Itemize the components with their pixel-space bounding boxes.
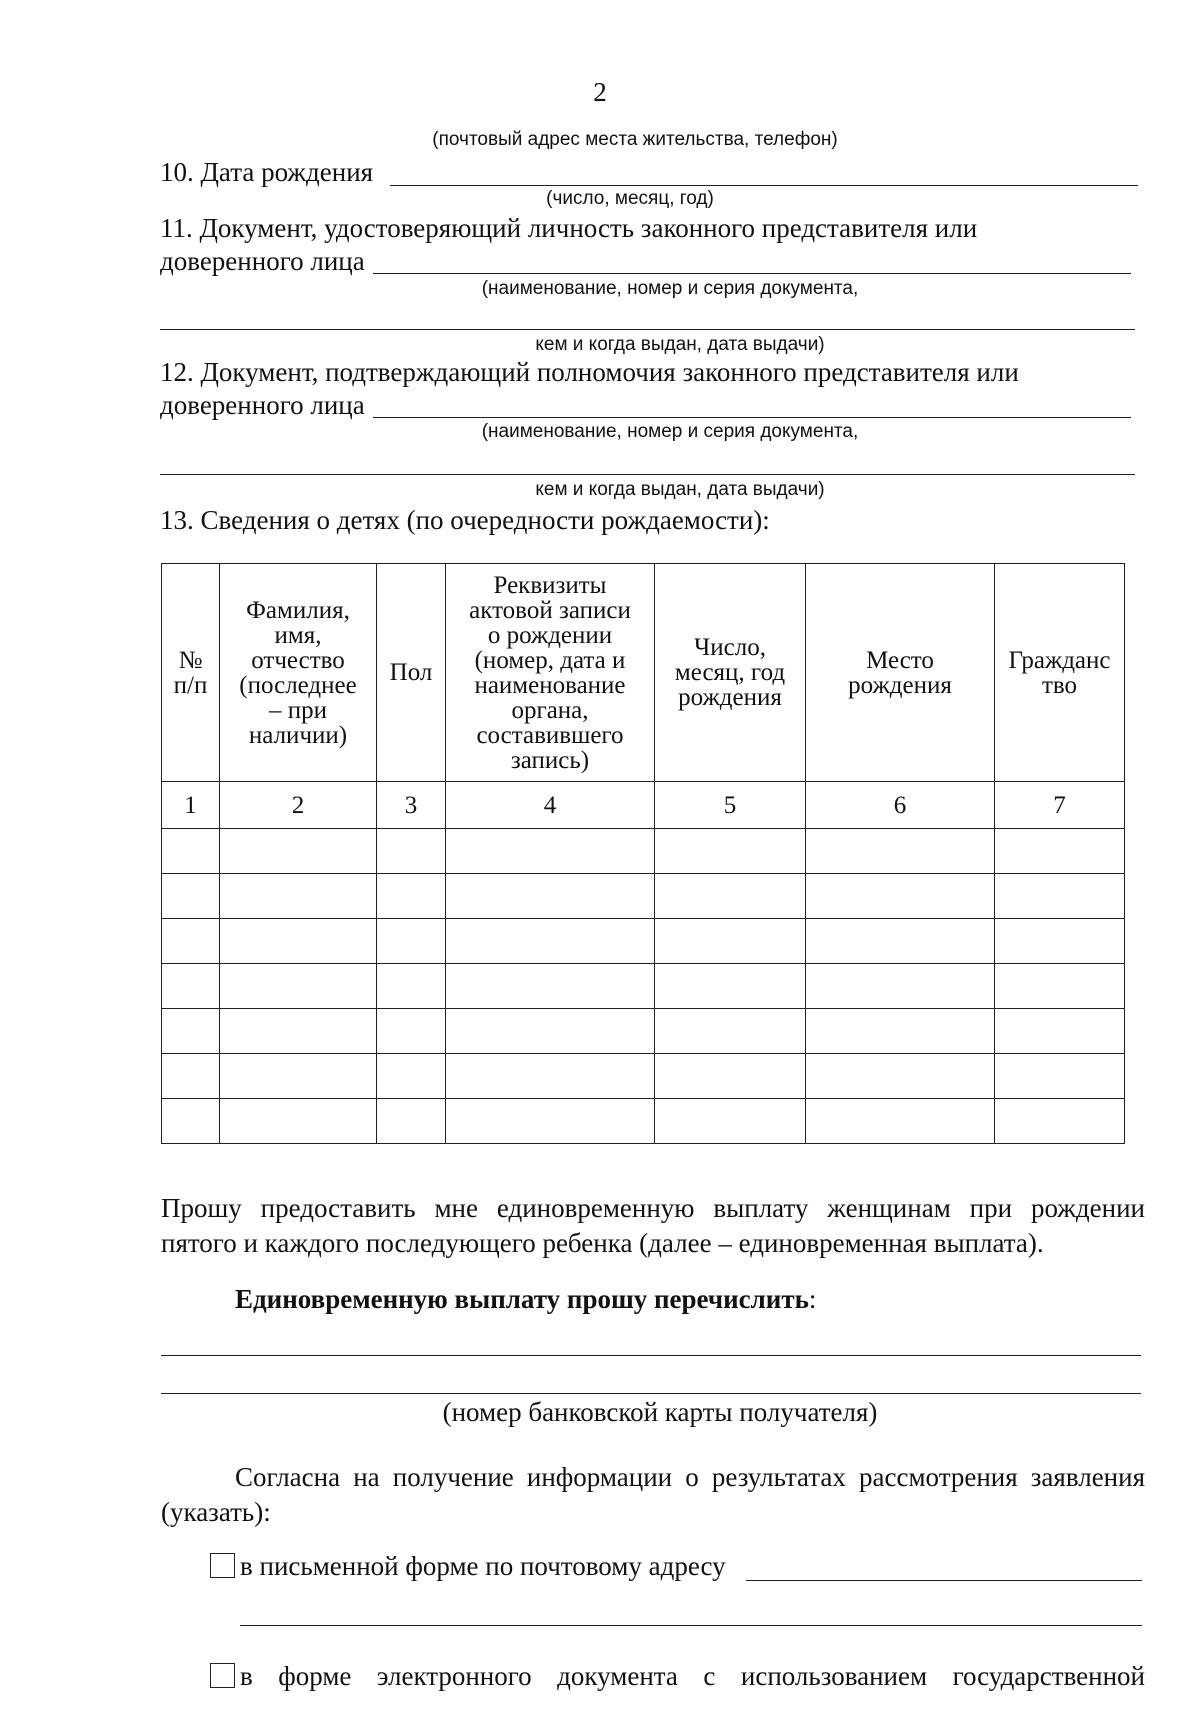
payment-heading: [235, 1284, 816, 1314]
table-row-cell[interactable]: [655, 829, 806, 874]
birth-date-caption: (число, месяц, год): [546, 188, 714, 209]
authority-doc-label-cont: доверенного лица: [160, 390, 365, 420]
table-row: [162, 874, 1125, 919]
table-row-cell[interactable]: [655, 1054, 806, 1099]
table-row-cell[interactable]: [220, 964, 377, 1009]
table-row: [162, 919, 1125, 964]
postal-option-label: в письменной форме по почтовому адресу: [240, 1551, 726, 1581]
table-row-cell[interactable]: [220, 1054, 377, 1099]
table-row-cell[interactable]: [377, 829, 446, 874]
postal-address-field-2[interactable]: [240, 1625, 1142, 1626]
table-row-cell[interactable]: [162, 829, 220, 874]
table-number-row-cell: 6: [806, 782, 995, 829]
authority-doc-caption-2: кем и когда выдан, дата выдачи): [535, 479, 825, 500]
table-header-row-cell: Место рождения: [806, 564, 995, 782]
table-row: [162, 829, 1125, 874]
table-row-cell[interactable]: [806, 1009, 995, 1054]
table-row-cell[interactable]: [446, 1054, 655, 1099]
table-number-row-cell: 4: [446, 782, 655, 829]
bank-card-field[interactable]: [161, 1355, 1141, 1356]
table-number-row-cell: 5: [655, 782, 806, 829]
table-row-cell[interactable]: [377, 1009, 446, 1054]
table-row-cell[interactable]: [446, 1009, 655, 1054]
table-row-cell[interactable]: [995, 964, 1125, 1009]
table-row-cell[interactable]: [995, 1054, 1125, 1099]
table-row-cell[interactable]: [220, 829, 377, 874]
table-row: [162, 1009, 1125, 1054]
table-row-cell[interactable]: [446, 1099, 655, 1144]
table-header-row-cell: № п/п: [162, 564, 220, 782]
table-row: [162, 1054, 1125, 1099]
bank-card-field-2[interactable]: [161, 1393, 1141, 1394]
payment-heading-colon: :: [808, 1284, 817, 1314]
table-row-cell[interactable]: [446, 919, 655, 964]
page-number: 2: [593, 77, 607, 107]
table-row-cell[interactable]: [806, 919, 995, 964]
table-number-row-cell: 2: [220, 782, 377, 829]
request-text-line2: пятого и каждого последующего ребенка (далее – единовременная выплата).: [161, 1228, 1044, 1258]
table-row-cell[interactable]: [995, 919, 1125, 964]
identity-doc-label-cont: доверенного лица: [160, 246, 365, 276]
table-number-row: [162, 782, 1125, 829]
table-row-cell[interactable]: [655, 964, 806, 1009]
birth-date-field[interactable]: [390, 185, 1138, 186]
identity-doc-field[interactable]: [373, 273, 1131, 274]
table-row-cell[interactable]: [377, 874, 446, 919]
table-row-cell[interactable]: [806, 1099, 995, 1144]
table-number-row-cell: 3: [377, 782, 446, 829]
table-row: [162, 1099, 1125, 1144]
identity-doc-caption-2: кем и когда выдан, дата выдачи): [535, 334, 825, 355]
address-caption: (почтовый адрес места жительства, телефон): [432, 129, 838, 150]
table-row-cell[interactable]: [655, 1009, 806, 1054]
table-row-cell[interactable]: [446, 964, 655, 1009]
authority-doc-field-2[interactable]: [160, 474, 1135, 475]
electronic-option-checkbox[interactable]: [210, 1663, 235, 1688]
table-row-cell[interactable]: [220, 1099, 377, 1144]
table-row-cell[interactable]: [995, 1099, 1125, 1144]
table-row-cell[interactable]: [806, 874, 995, 919]
table-header-row: [162, 564, 1125, 782]
table-number-row-cell: 7: [995, 782, 1125, 829]
table-row-cell[interactable]: [655, 919, 806, 964]
table-row-cell[interactable]: [162, 1099, 220, 1144]
bank-card-caption: (номер банковской карты получателя): [442, 1397, 878, 1427]
table-row-cell[interactable]: [162, 964, 220, 1009]
table-row-cell[interactable]: [220, 1009, 377, 1054]
table-row-cell[interactable]: [995, 829, 1125, 874]
table-row-cell[interactable]: [995, 1009, 1125, 1054]
birth-date-label: 10. Дата рождения: [160, 157, 374, 187]
authority-doc-caption: (наименование, номер и серия документа,: [481, 421, 859, 442]
table-row-cell[interactable]: [377, 919, 446, 964]
table-row-cell[interactable]: [806, 1054, 995, 1099]
children-table: [161, 563, 1125, 1144]
table-row: [162, 964, 1125, 1009]
table-row-cell[interactable]: [655, 874, 806, 919]
electronic-option-label: в форме электронного документа с использованием государственной: [240, 1661, 1145, 1691]
table-row-cell[interactable]: [162, 1009, 220, 1054]
authority-doc-label: 12. Документ, подтверждающий полномочия законного представителя или: [160, 357, 1019, 387]
table-row-cell[interactable]: [446, 874, 655, 919]
table-row-cell[interactable]: [446, 829, 655, 874]
table-row-cell[interactable]: [162, 874, 220, 919]
postal-option-checkbox[interactable]: [210, 1553, 235, 1578]
postal-address-field[interactable]: [746, 1580, 1142, 1581]
table-row-cell[interactable]: [995, 874, 1125, 919]
table-header-row-cell: Число, месяц, год рождения: [655, 564, 806, 782]
table-row-cell[interactable]: [806, 964, 995, 1009]
children-info-label: 13. Сведения о детях (по очередности рождаемости):: [160, 505, 770, 535]
table-row-cell[interactable]: [162, 1054, 220, 1099]
table-row-cell[interactable]: [162, 919, 220, 964]
table-row-cell[interactable]: [377, 1099, 446, 1144]
table-row-cell[interactable]: [377, 1054, 446, 1099]
table-header-row-cell: Гражданс тво: [995, 564, 1125, 782]
table-row-cell[interactable]: [377, 964, 446, 1009]
table-row-cell[interactable]: [655, 1099, 806, 1144]
table-header-row-cell: Пол: [377, 564, 446, 782]
table-row-cell[interactable]: [220, 919, 377, 964]
identity-doc-caption: (наименование, номер и серия документа,: [481, 278, 859, 299]
payment-heading-text: Единовременную выплату прошу перечислить: [235, 1284, 809, 1314]
authority-doc-field[interactable]: [373, 417, 1131, 418]
request-text-line1: Прошу предоставить мне единовременную выплату женщинам при рождении: [161, 1193, 1145, 1223]
table-row-cell[interactable]: [220, 874, 377, 919]
table-header-row-cell: Реквизиты актовой записи о рождении (номер, дата и наименование органа, составившего запись): [446, 564, 655, 782]
identity-doc-field-2[interactable]: [160, 329, 1135, 330]
consent-text-line2: (указать):: [161, 1497, 271, 1527]
table-row-cell[interactable]: [806, 829, 995, 874]
consent-text-line1: Согласна на получение информации о результатах рассмотрения заявления: [235, 1462, 1145, 1492]
table-number-row-cell: 1: [162, 782, 220, 829]
table-header-row-cell: Фамилия, имя, отчество (последнее – при наличии): [220, 564, 377, 782]
identity-doc-label: 11. Документ, удостоверяющий личность законного представителя или: [160, 213, 978, 243]
